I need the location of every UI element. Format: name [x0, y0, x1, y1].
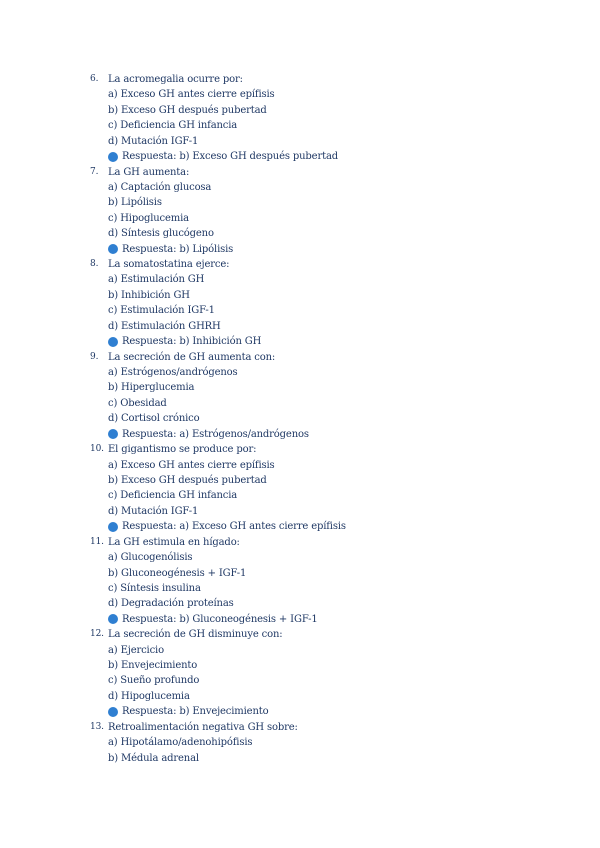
answer-text: Respuesta: a) Exceso GH antes cierre epífisis [122, 521, 346, 533]
question-text: La GH estimula en hígado: [108, 536, 240, 548]
answer-line [90, 612, 570, 627]
option-c: c) Hipoglucemia [108, 212, 189, 224]
blue-circle-icon [108, 337, 118, 347]
blue-circle-icon [108, 429, 118, 439]
answer-text: Respuesta: b) Envejecimiento [122, 706, 269, 718]
option-d: d) Hipoglucemia [108, 690, 190, 702]
blue-circle-icon [108, 614, 118, 624]
blue-circle-icon [108, 522, 118, 532]
option-b: b) Exceso GH después pubertad [108, 104, 267, 116]
answer-text: Respuesta: b) Exceso GH después pubertad [122, 151, 339, 163]
option-a: a) Estimulación GH [108, 274, 205, 286]
question-number: 13. [90, 721, 104, 732]
question-text: La secreción de GH disminuye con: [108, 629, 283, 641]
question-item [90, 72, 570, 165]
question-item [90, 350, 570, 443]
option-b: b) Gluconeogénesis + IGF-1 [108, 567, 247, 579]
question-item [90, 535, 570, 628]
option-d: d) Mutación IGF-1 [108, 505, 199, 517]
question-text: La somatostatina ejerce: [108, 259, 230, 271]
question-line [90, 165, 570, 180]
answer-text: Respuesta: a) Estrógenos/andrógenos [122, 428, 309, 440]
question-text: La secreción de GH aumenta con: [108, 351, 276, 363]
option-c: c) Obesidad [108, 397, 167, 409]
option-b: b) Inhibición GH [108, 289, 190, 301]
option-d: d) Degradación proteínas [108, 598, 234, 610]
option-b: b) Exceso GH después pubertad [108, 474, 267, 486]
question-item [90, 720, 570, 766]
option-d: d) Cortisol crónico [108, 413, 200, 425]
question-number: 12. [90, 629, 104, 640]
option-c: c) Sueño profundo [108, 675, 200, 687]
answer-text: Respuesta: b) Lipólisis [122, 243, 234, 255]
option-b: b) Médula adrenal [108, 752, 199, 764]
answer-line [90, 149, 570, 164]
option-d: d) Estimulación GHRH [108, 320, 221, 332]
question-text: La GH aumenta: [108, 166, 190, 178]
answer-text: Respuesta: b) Gluconeogénesis + IGF-1 [122, 613, 318, 625]
answer-line [90, 704, 570, 719]
option-c: c) Estimulación IGF-1 [108, 305, 215, 317]
question-text: La acromegalia ocurre por: [108, 74, 243, 85]
blue-circle-icon [108, 244, 118, 254]
question-line [90, 627, 570, 642]
blue-circle-icon [108, 152, 118, 162]
blue-circle-icon [108, 707, 118, 717]
question-number: 7. [90, 166, 99, 177]
question-number: 10. [90, 444, 104, 455]
question-list [90, 72, 570, 766]
option-a: a) Glucogenólisis [108, 552, 193, 564]
option-c: c) Deficiencia GH infancia [108, 120, 238, 132]
option-c: c) Deficiencia GH infancia [108, 490, 238, 502]
question-item [90, 442, 570, 535]
answer-line [90, 334, 570, 349]
option-d: d) Mutación IGF-1 [108, 135, 199, 147]
option-b: b) Hiperglucemia [108, 382, 195, 394]
question-number: 6. [90, 74, 99, 84]
option-a: a) Hipotálamo/adenohipófisis [108, 737, 253, 749]
option-b: b) Envejecimiento [108, 660, 198, 672]
answer-line [90, 519, 570, 534]
option-d: d) Síntesis glucógeno [108, 228, 214, 240]
question-text: El gigantismo se produce por: [108, 444, 257, 456]
question-number: 8. [90, 259, 99, 270]
option-a: a) Estrógenos/andrógenos [108, 367, 238, 379]
question-item [90, 257, 570, 350]
option-b: b) Lipólisis [108, 197, 162, 209]
question-line [90, 442, 570, 457]
option-a: a) Exceso GH antes cierre epífisis [108, 89, 275, 101]
question-line [90, 350, 570, 365]
question-line [90, 535, 570, 550]
question-text: Retroalimentación negativa GH sobre: [108, 721, 298, 733]
question-number: 11. [90, 536, 104, 547]
question-item [90, 165, 570, 258]
question-line [90, 257, 570, 272]
answer-line [90, 427, 570, 442]
question-number: 9. [90, 351, 99, 362]
option-c: c) Síntesis insulina [108, 582, 201, 594]
answer-line [90, 242, 570, 257]
option-a: a) Exceso GH antes cierre epífisis [108, 459, 275, 471]
question-item [90, 627, 570, 720]
question-line [90, 720, 570, 735]
option-a: a) Captación glucosa [108, 181, 212, 193]
question-line [90, 72, 570, 87]
option-a: a) Ejercicio [108, 644, 164, 656]
answer-text: Respuesta: b) Inhibición GH [122, 336, 262, 348]
